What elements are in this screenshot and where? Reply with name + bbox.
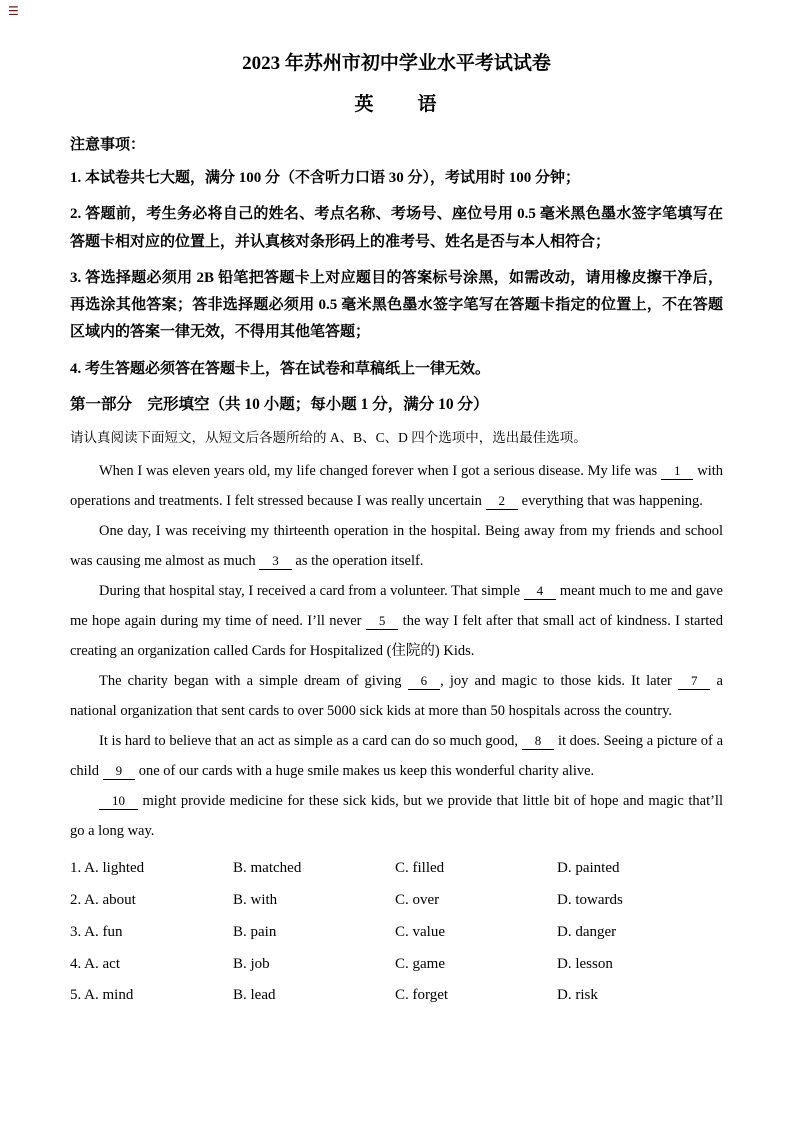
options-row-3 bbox=[70, 922, 723, 944]
page-title: 2023 年苏州市初中学业水平考试试卷 bbox=[242, 53, 551, 74]
cloze-blank-10: 10 bbox=[99, 793, 138, 810]
cloze-blank-1: 1 bbox=[661, 463, 694, 480]
notice-item-1: 1. 本试卷共七大题，满分 100 分（不含听力口语 30 分），考试用时 100 分钟； bbox=[70, 170, 581, 186]
option-cell: 1. A. lighted bbox=[70, 860, 145, 877]
option-cell: C. over bbox=[395, 892, 440, 909]
cloze-blank-5: 5 bbox=[366, 613, 399, 630]
option-cell: D. painted bbox=[557, 860, 620, 877]
option-cell: 4. A. act bbox=[70, 955, 120, 972]
option-cell: 2. A. about bbox=[70, 892, 136, 909]
section-heading: 第一部分 完形填空（共 10 小题；每小题 1 分，满分 10 分） bbox=[70, 396, 489, 414]
options-row-4 bbox=[70, 954, 723, 976]
cloze-blank-3: 3 bbox=[259, 553, 292, 570]
cloze-paragraph: When I was eleven years old, my life changed forever when I got a serious disease. My life was 1 with operations and treatments. I felt stressed because I was really uncertain 2 everything that was happening. bbox=[70, 463, 723, 510]
option-cell: D. towards bbox=[557, 892, 623, 909]
option-cell: B. pain bbox=[233, 923, 277, 940]
subject-title: 英 语 bbox=[354, 94, 439, 115]
option-cell: B. lead bbox=[233, 987, 276, 1004]
option-cell: D. lesson bbox=[557, 955, 613, 972]
option-cell: C. game bbox=[395, 955, 445, 972]
option-cell: B. with bbox=[233, 892, 278, 909]
notice-item-4: 4. 考生答题必须答在答题卡上，答在试卷和草稿纸上一律无效。 bbox=[70, 360, 491, 377]
notice-item-3: 3. 答选择题必须用 2B 铅笔把答题卡上对应题目的答案标号涂黑，如需改动，请用橡皮擦干净后，再选涂其他答案；答非选择题必须用 0.5 毫米黑色墨水签字笔写在答题卡指定的位置上，不在答题区域内的答案一律无效，不得用其他笔答题； bbox=[70, 269, 723, 341]
cloze-blank-4: 4 bbox=[524, 583, 557, 600]
notice-heading: 注意事项： bbox=[70, 137, 146, 153]
cloze-paragraph: 10 might provide medicine for these sick kids, but we provide that little bit of hope and magic that’ll go a long way. bbox=[70, 793, 723, 840]
option-cell: B. matched bbox=[233, 860, 302, 877]
cloze-blank-6: 6 bbox=[408, 673, 441, 690]
cloze-blank-7: 7 bbox=[678, 673, 711, 690]
option-cell: 3. A. fun bbox=[70, 923, 123, 940]
options-row-5 bbox=[70, 985, 723, 1007]
cloze-blank-9: 9 bbox=[103, 763, 136, 780]
option-cell: C. filled bbox=[395, 860, 445, 877]
cloze-blank-2: 2 bbox=[486, 493, 519, 510]
cloze-paragraph: It is hard to believe that an act as simple as a card can do so much good, 8 it does. Seeing a picture of a child 9 one of our cards with a huge smile makes us keep this wonderful charity alive. bbox=[70, 733, 724, 780]
options-row-2 bbox=[70, 890, 723, 912]
option-cell: C. forget bbox=[395, 987, 449, 1004]
cloze-paragraph: The charity began with a simple dream of giving 6 , joy and magic to those kids. It later 7 a national organization that sent cards to over 5000 sick kids at more than 50 hospitals across the country. bbox=[70, 673, 723, 720]
cloze-instruction: 请认真阅读下面短文，从短文后各题所给的 A、B、C、D 四个选项中，选出最佳选项。 bbox=[70, 430, 587, 446]
cloze-paragraph: One day, I was receiving my thirteenth operation in the hospital. Being away from my friends and school was causing me almost as much 3 as the operation itself. bbox=[70, 523, 723, 570]
option-cell: D. danger bbox=[557, 923, 617, 940]
corner-menu-icon: ☰ bbox=[8, 4, 19, 18]
option-cell: C. value bbox=[395, 923, 445, 940]
cloze-passage bbox=[70, 456, 723, 846]
notice-item-2: 2. 答题前，考生务必将自己的姓名、考点名称、考场号、座位号用 0.5 毫米黑色墨水签字笔填写在答题卡相对应的位置上，并认真核对条形码上的准考号、姓名是否与本人相符合； bbox=[70, 206, 723, 250]
option-cell: B. job bbox=[233, 955, 270, 972]
cloze-paragraph: During that hospital stay, I received a card from a volunteer. That simple 4 meant much to me and gave me hope again during my time of need. I’ll never 5 the way I felt after that small act of kindness. I started creating an organization called Cards for Hospitalized (住院的) Kids. bbox=[70, 583, 723, 660]
cloze-blank-8: 8 bbox=[522, 733, 555, 750]
options-table bbox=[70, 858, 723, 1007]
notice-section bbox=[70, 132, 723, 383]
option-cell: D. risk bbox=[557, 987, 598, 1004]
option-cell: 5. A. mind bbox=[70, 987, 134, 1004]
options-row-1 bbox=[70, 858, 723, 880]
